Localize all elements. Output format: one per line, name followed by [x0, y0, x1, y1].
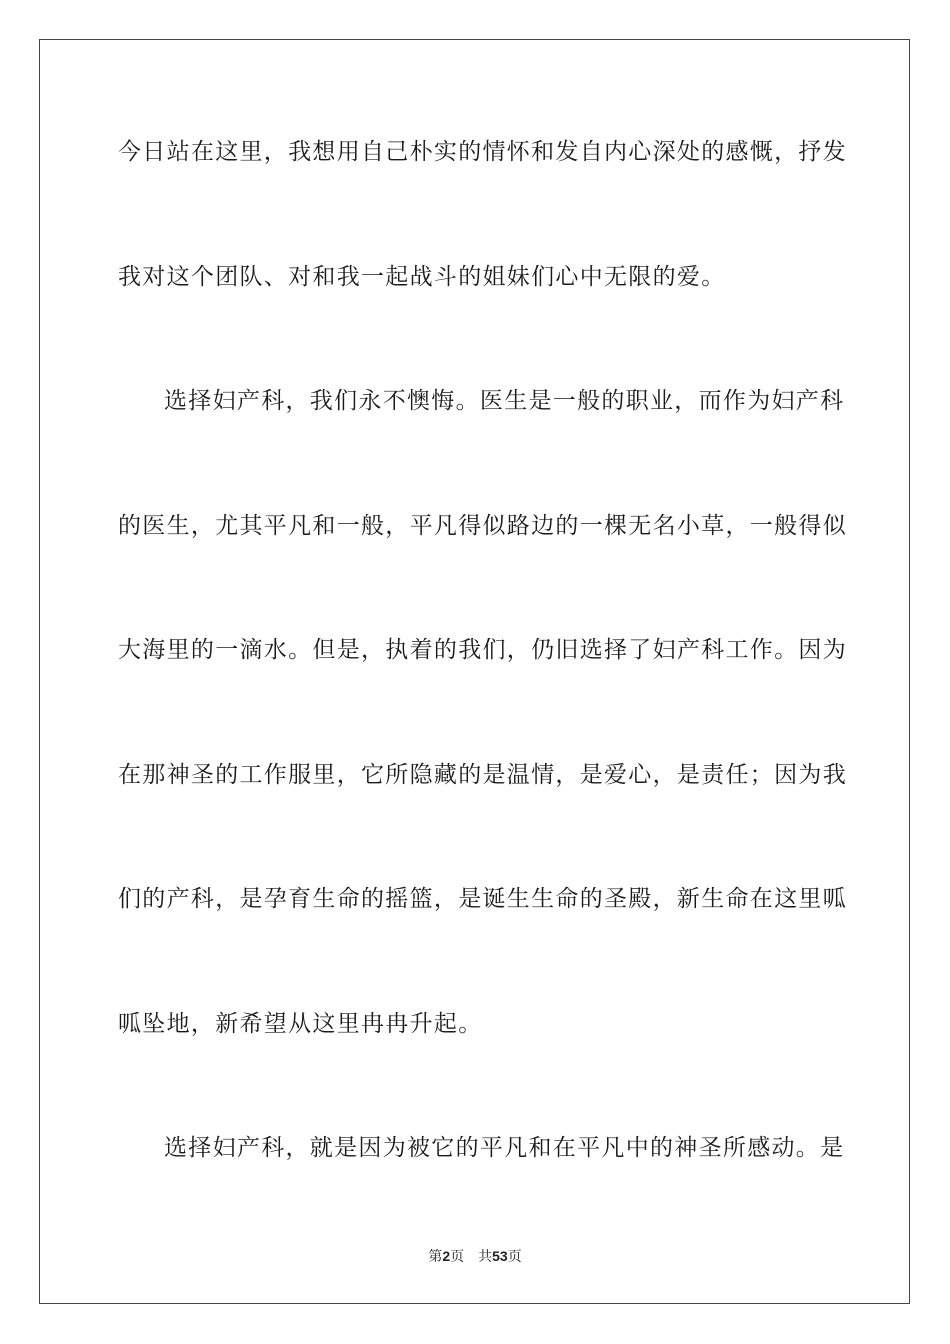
paragraph-2-line-3: 大海里的一滴水。但是，执着的我们，仍旧选择了妇产科工作。因为	[118, 637, 847, 663]
paragraph-2-line-5: 们的产科，是孕育生命的摇篮，是诞生生命的圣殿，新生命在这里呱	[118, 886, 847, 912]
page-suffix: 页	[450, 1249, 465, 1265]
paragraph-2-line-1: 选择妇产科，我们永不懊悔。医生是一般的职业，而作为妇产科	[164, 388, 845, 414]
paragraph-1-line-2: 我对这个团队、对和我一起战斗的姐妹们心中无限的爱。	[118, 264, 726, 290]
paragraph-2-line-4: 在那神圣的工作服里，它所隐藏的是温情，是爱心，是责任；因为我	[118, 762, 847, 788]
page-border	[39, 39, 910, 1304]
total-suffix: 页	[507, 1249, 522, 1265]
total-prefix: 共	[478, 1249, 493, 1265]
paragraph-2-line-6: 呱坠地，新希望从这里冉冉升起。	[118, 1011, 483, 1037]
paragraph-3-line-1: 选择妇产科，就是因为被它的平凡和在平凡中的神圣所感动。是	[164, 1135, 845, 1161]
page-prefix: 第	[428, 1249, 443, 1265]
page-number: 2	[442, 1248, 451, 1264]
paragraph-1-line-1: 今日站在这里，我想用自己朴实的情怀和发自内心深处的感慨，抒发	[118, 139, 847, 165]
total-pages: 53	[492, 1248, 508, 1264]
page-footer	[0, 1247, 950, 1266]
paragraph-2-line-2: 的医生，尤其平凡和一般，平凡得似路边的一棵无名小草，一般得似	[118, 513, 847, 539]
